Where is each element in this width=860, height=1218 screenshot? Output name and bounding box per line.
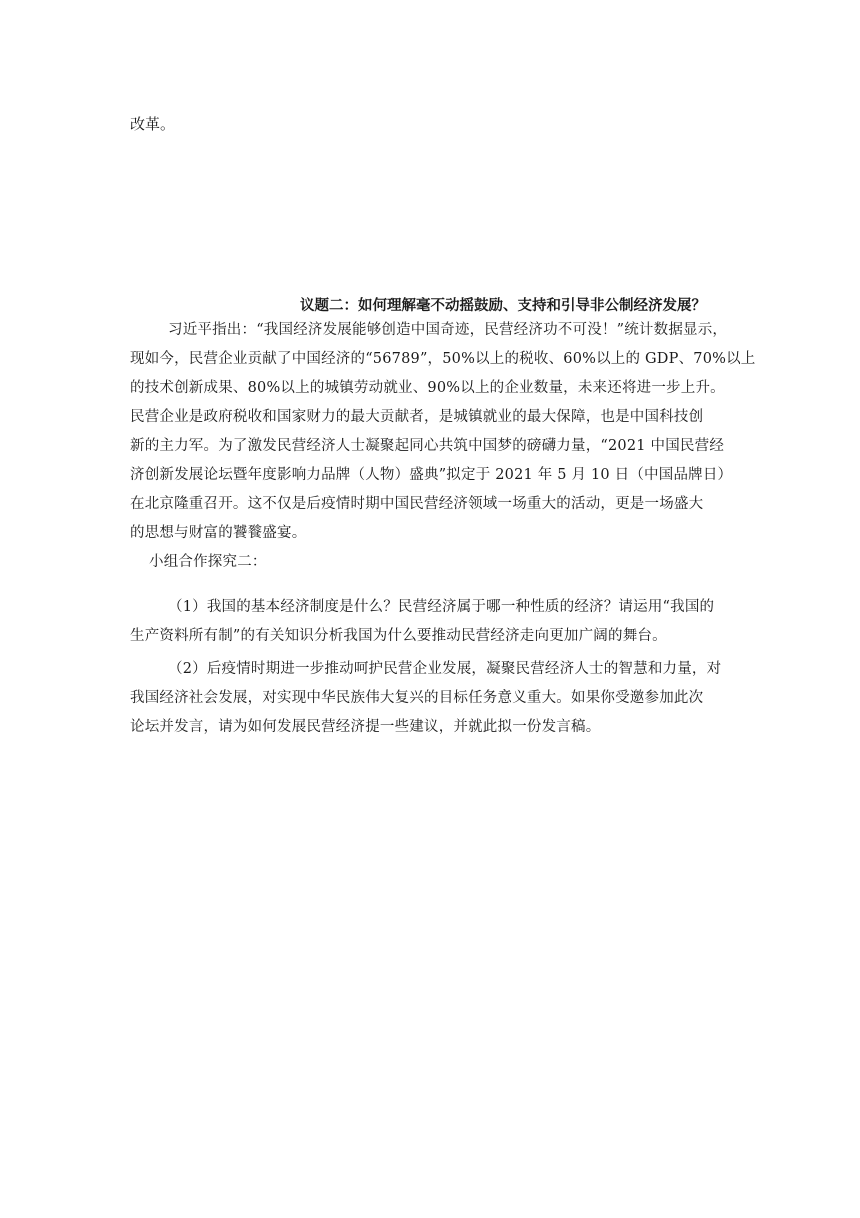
group-title: 小组合作探究二： xyxy=(149,554,267,570)
paragraph-1-line: 现如今，民营企业贡献了中国经济的“56789”，50%以上的税收、60%以上的 GDP、70%以上 xyxy=(130,351,756,367)
paragraph-1 xyxy=(130,316,756,577)
question-1-line: 生产资料所有制”的有关知识分析我国为什么要推动民营经济走向更加广阔的舞台。 xyxy=(130,628,667,644)
paragraph-1-line: 民营企业是政府税收和国家财力的最大贡献者，是城镇就业的最大保障，也是中国科技创 xyxy=(130,409,704,425)
paragraph-1-line: 在北京隆重召开。这不仅是后疫情时期中国民营经济领域一场重大的活动，更是一场盛大 xyxy=(130,496,704,512)
question-1-line: （1）我国的基本经济制度是什么？民营经济属于哪一种性质的经济？请运用“我国的 xyxy=(168,599,715,615)
question-2-line: 论坛并发言，请为如何发展民营经济提一些建议，并就此拟一份发言稿。 xyxy=(130,719,601,735)
paragraph-1-line: 的技术创新成果、80%以上的城镇劳动就业、90%以上的企业数量，未来还将进一步上升。 xyxy=(130,380,725,396)
paragraph-1-line: 习近平指出：“我国经济发展能够创造中国奇迹，民营经济功不可没！”统计数据显示， xyxy=(168,322,728,338)
question-2 xyxy=(130,655,730,742)
paragraph-1-line: 的思想与财富的饕餮盛宴。 xyxy=(130,525,307,541)
section-heading: 议题二：如何理解毫不动摇鼓励、支持和引导非公制经济发展？ xyxy=(300,298,706,314)
question-2-line: （2）后疫情时期进一步推动呵护民营企业发展，凝聚民营经济人士的智慧和力量，对 xyxy=(168,661,722,677)
question-1 xyxy=(130,593,730,651)
question-2-line: 我国经济社会发展，对实现中华民族伟大复兴的目标任务意义重大。如果你受邀参加此次 xyxy=(130,690,704,706)
top-fragment-text: 改革。 xyxy=(130,115,176,133)
paragraph-1-line: 济创新发展论坛暨年度影响力品牌（人物）盛典”拟定于 2021 年 5 月 10 日（中国品牌日） xyxy=(130,467,733,483)
paragraph-1-line: 新的主力军。为了激发民营经济人士凝聚起同心共筑中国梦的磅礴力量，“2021 中国民营经 xyxy=(130,438,725,454)
